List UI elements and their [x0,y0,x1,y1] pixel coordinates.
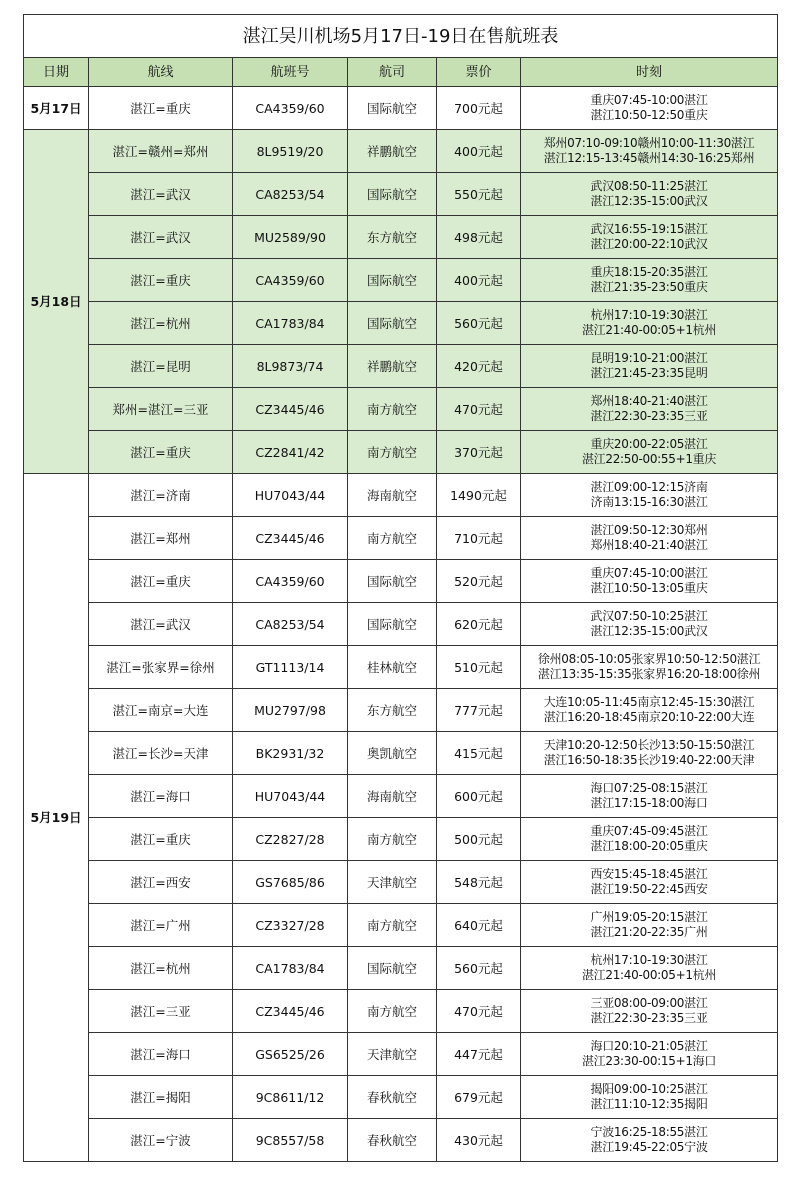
time-line: 重庆07:45-09:45湛江 [590,824,708,838]
flight-number-cell: CA1783/84 [233,947,348,990]
price-cell: 500元起 [437,818,521,861]
time-line: 湛江09:00-12:15济南 [590,480,708,494]
time-line: 湛江21:20-22:35广州 [590,925,708,939]
route-cell: 湛江=三亚 [89,990,233,1033]
times-cell [521,259,778,302]
route-cell: 湛江=西安 [89,861,233,904]
times-cell [521,1033,778,1076]
times-cell [521,388,778,431]
route-cell: 湛江=揭阳 [89,1076,233,1119]
price-cell: 447元起 [437,1033,521,1076]
time-line: 武汉08:50-11:25湛江 [590,179,708,193]
airline-cell: 南方航空 [348,904,437,947]
airline-cell: 国际航空 [348,947,437,990]
time-line: 湛江22:30-23:35三亚 [590,409,708,423]
flight-number-cell: CZ2827/28 [233,818,348,861]
route-cell: 湛江=南京=大连 [89,689,233,732]
price-cell: 520元起 [437,560,521,603]
time-line: 武汉16:55-19:15湛江 [590,222,708,236]
route-cell: 湛江=重庆 [89,259,233,302]
table-row [24,646,778,689]
airline-cell: 国际航空 [348,560,437,603]
time-line: 揭阳09:00-10:25湛江 [590,1082,708,1096]
flight-number-cell: CZ3445/46 [233,388,348,431]
date-cell: 5月19日 [24,474,89,1162]
flight-number-cell: GT1113/14 [233,646,348,689]
price-cell: 430元起 [437,1119,521,1162]
times-cell [521,990,778,1033]
times-cell [521,130,778,173]
times-cell [521,517,778,560]
flight-number-cell: CZ2841/42 [233,431,348,474]
table-row [24,345,778,388]
column-header-airline: 航司 [348,58,437,87]
time-line: 广州19:05-20:15湛江 [590,910,708,924]
price-cell: 548元起 [437,861,521,904]
time-line: 重庆18:15-20:35湛江 [590,265,708,279]
column-header-flight: 航班号 [233,58,348,87]
route-cell: 湛江=张家界=徐州 [89,646,233,689]
times-cell [521,560,778,603]
date-group [24,130,778,474]
date-group [24,87,778,130]
time-line: 湛江16:50-18:35长沙19:40-22:00天津 [543,753,755,767]
time-line: 湛江22:30-23:35三亚 [590,1011,708,1025]
table-title: 湛江吴川机场5月17日-19日在售航班表 [24,15,778,58]
flight-number-cell: 9C8611/12 [233,1076,348,1119]
flight-number-cell: CA8253/54 [233,173,348,216]
times-cell [521,861,778,904]
flight-number-cell: CA1783/84 [233,302,348,345]
flight-number-cell: GS6525/26 [233,1033,348,1076]
table-row [24,990,778,1033]
flight-schedule-sheet [23,14,777,1162]
time-line: 湛江21:35-23:50重庆 [590,280,708,294]
time-line: 湛江12:35-15:00武汉 [590,624,708,638]
time-line: 海口07:25-08:15湛江 [590,781,708,795]
table-row [24,560,778,603]
times-cell [521,904,778,947]
time-line: 湛江23:30-00:15+1海口 [581,1054,717,1068]
route-cell: 湛江=长沙=天津 [89,732,233,775]
airline-cell: 东方航空 [348,689,437,732]
airline-cell: 天津航空 [348,1033,437,1076]
price-cell: 600元起 [437,775,521,818]
time-line: 武汉07:50-10:25湛江 [590,609,708,623]
time-line: 重庆07:45-10:00湛江 [590,93,708,107]
table-row [24,302,778,345]
table-row [24,603,778,646]
price-cell: 679元起 [437,1076,521,1119]
flight-number-cell: MU2589/90 [233,216,348,259]
time-line: 湛江09:50-12:30郑州 [590,523,708,537]
route-cell: 湛江=重庆 [89,818,233,861]
time-line: 重庆07:45-10:00湛江 [590,566,708,580]
table-row [24,1033,778,1076]
price-cell: 370元起 [437,431,521,474]
price-cell: 1490元起 [437,474,521,517]
time-line: 湛江11:10-12:35揭阳 [590,1097,708,1111]
airline-cell: 国际航空 [348,302,437,345]
time-line: 湛江21:40-00:05+1杭州 [581,323,717,337]
airline-cell: 春秋航空 [348,1076,437,1119]
route-cell: 湛江=广州 [89,904,233,947]
table-row [24,259,778,302]
airline-cell: 南方航空 [348,388,437,431]
table-row [24,87,778,130]
times-cell [521,947,778,990]
times-cell [521,302,778,345]
airline-cell: 奥凯航空 [348,732,437,775]
route-cell: 湛江=重庆 [89,431,233,474]
times-cell [521,818,778,861]
route-cell: 湛江=海口 [89,1033,233,1076]
route-cell: 湛江=杭州 [89,947,233,990]
price-cell: 470元起 [437,388,521,431]
route-cell: 湛江=杭州 [89,302,233,345]
price-cell: 510元起 [437,646,521,689]
airline-cell: 南方航空 [348,990,437,1033]
time-line: 湛江21:40-00:05+1杭州 [581,968,717,982]
airline-cell: 春秋航空 [348,1119,437,1162]
route-cell: 湛江=重庆 [89,560,233,603]
flight-number-cell: 8L9519/20 [233,130,348,173]
route-cell: 湛江=郑州 [89,517,233,560]
price-cell: 700元起 [437,87,521,130]
airline-cell: 祥鹏航空 [348,345,437,388]
flight-number-cell: HU7043/44 [233,474,348,517]
times-cell [521,646,778,689]
table-row [24,431,778,474]
time-line: 湛江12:15-13:45赣州14:30-16:25郑州 [543,151,755,165]
date-group [24,474,778,1162]
table-row [24,1119,778,1162]
airline-cell: 南方航空 [348,517,437,560]
time-line: 湛江21:45-23:35昆明 [590,366,708,380]
price-cell: 550元起 [437,173,521,216]
airline-cell: 祥鹏航空 [348,130,437,173]
column-header-price: 票价 [437,58,521,87]
airline-cell: 南方航空 [348,431,437,474]
table-row [24,689,778,732]
route-cell: 郑州=湛江=三亚 [89,388,233,431]
price-cell: 777元起 [437,689,521,732]
route-cell: 湛江=宁波 [89,1119,233,1162]
airline-cell: 国际航空 [348,603,437,646]
airline-cell: 桂林航空 [348,646,437,689]
time-line: 湛江19:45-22:05宁波 [590,1140,708,1154]
flight-number-cell: CZ3327/28 [233,904,348,947]
table-row [24,947,778,990]
table-row [24,474,778,517]
time-line: 宁波16:25-18:55湛江 [590,1125,708,1139]
times-cell [521,1119,778,1162]
date-cell: 5月17日 [24,87,89,130]
airline-cell: 海南航空 [348,775,437,818]
flight-number-cell: CZ3445/46 [233,990,348,1033]
route-cell: 湛江=海口 [89,775,233,818]
flight-number-cell: CA4359/60 [233,87,348,130]
table-row [24,818,778,861]
time-line: 湛江22:50-00:55+1重庆 [581,452,717,466]
price-cell: 560元起 [437,947,521,990]
time-line: 湛江12:35-15:00武汉 [590,194,708,208]
table-row [24,732,778,775]
column-header-route: 航线 [89,58,233,87]
price-cell: 560元起 [437,302,521,345]
time-line: 三亚08:00-09:00湛江 [590,996,708,1010]
flight-number-cell: 8L9873/74 [233,345,348,388]
airline-cell: 国际航空 [348,87,437,130]
times-cell [521,173,778,216]
time-line: 湛江10:50-13:05重庆 [590,581,708,595]
price-cell: 640元起 [437,904,521,947]
table-row [24,173,778,216]
time-line: 重庆20:00-22:05湛江 [590,437,708,451]
times-cell [521,1076,778,1119]
time-line: 郑州07:10-09:10赣州10:00-11:30湛江 [543,136,755,150]
table-row [24,904,778,947]
time-line: 湛江10:50-12:50重庆 [590,108,708,122]
time-line: 天津10:20-12:50长沙13:50-15:50湛江 [543,738,755,752]
route-cell: 湛江=重庆 [89,87,233,130]
time-line: 徐州08:05-10:05张家界10:50-12:50湛江 [537,652,761,666]
route-cell: 湛江=武汉 [89,173,233,216]
times-cell [521,345,778,388]
time-line: 郑州18:40-21:40湛江 [590,394,708,408]
table-row [24,775,778,818]
price-cell: 400元起 [437,130,521,173]
times-cell [521,474,778,517]
times-cell [521,216,778,259]
flight-number-cell: HU7043/44 [233,775,348,818]
price-cell: 415元起 [437,732,521,775]
route-cell: 湛江=武汉 [89,603,233,646]
time-line: 湛江19:50-22:45西安 [590,882,708,896]
time-line: 湛江16:20-18:45南京20:10-22:00大连 [543,710,755,724]
times-cell [521,87,778,130]
route-cell: 湛江=武汉 [89,216,233,259]
flight-number-cell: MU2797/98 [233,689,348,732]
times-cell [521,732,778,775]
price-cell: 620元起 [437,603,521,646]
column-header-date: 日期 [24,58,89,87]
price-cell: 420元起 [437,345,521,388]
airline-cell: 东方航空 [348,216,437,259]
times-cell [521,775,778,818]
time-line: 济南13:15-16:30湛江 [590,495,708,509]
price-cell: 470元起 [437,990,521,1033]
flight-number-cell: CA8253/54 [233,603,348,646]
table-row [24,517,778,560]
price-cell: 710元起 [437,517,521,560]
table-row [24,388,778,431]
flight-number-cell: CZ3445/46 [233,517,348,560]
column-header-times: 时刻 [521,58,778,87]
times-cell [521,689,778,732]
times-cell [521,431,778,474]
time-line: 昆明19:10-21:00湛江 [590,351,708,365]
time-line: 杭州17:10-19:30湛江 [590,953,708,967]
column-header-row [24,58,778,87]
time-line: 湛江13:35-15:35张家界16:20-18:00徐州 [537,667,761,681]
time-line: 大连10:05-11:45南京12:45-15:30湛江 [543,695,755,709]
time-line: 湛江17:15-18:00海口 [590,796,708,810]
time-line: 杭州17:10-19:30湛江 [590,308,708,322]
time-line: 郑州18:40-21:40湛江 [590,538,708,552]
airline-cell: 国际航空 [348,259,437,302]
table-row [24,216,778,259]
route-cell: 湛江=赣州=郑州 [89,130,233,173]
price-cell: 400元起 [437,259,521,302]
time-line: 湛江20:00-22:10武汉 [590,237,708,251]
airline-cell: 海南航空 [348,474,437,517]
times-cell [521,603,778,646]
airline-cell: 国际航空 [348,173,437,216]
table-row [24,861,778,904]
airline-cell: 南方航空 [348,818,437,861]
flight-number-cell: CA4359/60 [233,259,348,302]
table-row [24,1076,778,1119]
table-row [24,130,778,173]
flight-number-cell: CA4359/60 [233,560,348,603]
flight-number-cell: GS7685/86 [233,861,348,904]
price-cell: 498元起 [437,216,521,259]
flight-number-cell: BK2931/32 [233,732,348,775]
time-line: 西安15:45-18:45湛江 [590,867,708,881]
route-cell: 湛江=济南 [89,474,233,517]
date-cell: 5月18日 [24,130,89,474]
flight-number-cell: 9C8557/58 [233,1119,348,1162]
route-cell: 湛江=昆明 [89,345,233,388]
airline-cell: 天津航空 [348,861,437,904]
flight-schedule-table [23,14,778,1162]
time-line: 海口20:10-21:05湛江 [590,1039,708,1053]
time-line: 湛江18:00-20:05重庆 [590,839,708,853]
